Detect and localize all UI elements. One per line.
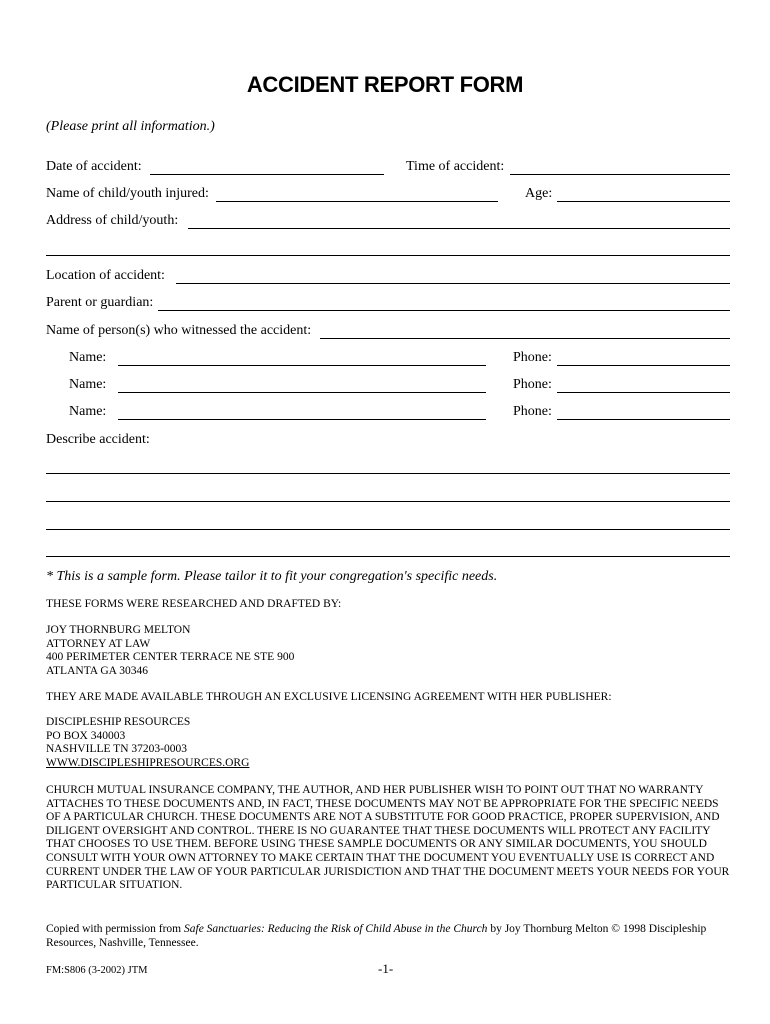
describe-field-line3[interactable] <box>46 529 730 530</box>
describe-field-line1[interactable] <box>46 473 730 474</box>
location-label: Location of accident: <box>46 268 165 283</box>
age-field[interactable] <box>557 201 730 202</box>
child-name-label: Name of child/youth injured: <box>46 186 209 201</box>
researched-heading: THESE FORMS WERE RESEARCHED AND DRAFTED BY: <box>46 598 342 610</box>
witness-2-name-label: Name: <box>69 377 107 392</box>
describe-field-line4[interactable] <box>46 556 730 557</box>
publisher-name: DISCIPLESHIP RESOURCES <box>46 716 191 728</box>
witness-1-phone-label: Phone: <box>513 350 552 365</box>
describe-label: Describe accident: <box>46 432 150 447</box>
form-code: FM:S806 (3-2002) JTM <box>46 965 148 976</box>
date-label: Date of accident: <box>46 159 142 174</box>
page-number: -1- <box>378 961 394 976</box>
page-title: ACCIDENT REPORT FORM <box>246 72 524 97</box>
witness-1-name-field[interactable] <box>118 365 486 366</box>
copyright-suffix: by Joy Thornburg Melton © 1998 Discipleship Resources, Nashville, Tennessee. <box>46 923 707 949</box>
address-label: Address of child/youth: <box>46 213 179 228</box>
disclaimer-text: CHURCH MUTUAL INSURANCE COMPANY, THE AUTHOR, AND HER PUBLISHER WISH TO POINT OUT THAT NO WARRANTY ATTACHES TO THESE DOCUMENTS AND, IN FACT, THESE DOCUMENTS MAY NOT BE APPROPRIATE FOR THE SPECIFIC NEEDS OF A PARTICULAR CHURCH. THESE DOCUMENTS ARE NOT A SUBSTITUTE FOR GOOD PRACTICE, PROPER SUPERVISION, AND DILIGENT OVERSIGHT AND CONTROL. THERE IS NO GUARANTEE THAT THESE DOCUMENTS WILL PROTECT ANY FACILITY THAT CHOOSES TO USE THEM. BEFORE USING THESE SAMPLE DOCUMENTS OR ANY SIMILAR DOCUMENTS, YOU SHOULD CONSULT WITH YOUR OWN ATTORNEY TO MAKE CERTAIN THAT THE DOCUMENT YOU EVENTUALLY USE IS CORRECT AND CURRENT UNDER THE LAW OF YOUR PARTICULAR JURISDICTION AND THAT THE DOCUMENT MEETS YOUR NEEDS FOR YOUR PARTICULAR SITUATION. <box>46 784 730 892</box>
describe-field-line2[interactable] <box>46 501 730 502</box>
book-title: Safe Sanctuaries: Reducing the Risk of Child Abuse in the Church <box>184 923 488 935</box>
publisher-address <box>46 716 249 770</box>
witness-2-phone-field[interactable] <box>557 392 730 393</box>
witness-1-phone-field[interactable] <box>557 365 730 366</box>
parent-label: Parent or guardian: <box>46 295 154 310</box>
witnesses-label: Name of person(s) who witnessed the accident: <box>46 323 312 338</box>
age-label: Age: <box>525 186 553 201</box>
sample-note: * This is a sample form. Please tailor it to fit your congregation's specific needs. <box>46 569 498 584</box>
witness-2-phone-label: Phone: <box>513 377 552 392</box>
witness-3-name-field[interactable] <box>118 419 486 420</box>
location-field[interactable] <box>176 283 730 284</box>
address-field-line1[interactable] <box>188 228 730 229</box>
witness-2-name-field[interactable] <box>118 392 486 393</box>
author-name: JOY THORNBURG MELTON <box>46 624 191 636</box>
time-label: Time of accident: <box>406 159 505 174</box>
witness-1-name-label: Name: <box>69 350 107 365</box>
child-name-field[interactable] <box>216 201 498 202</box>
author-city: ATLANTA GA 30346 <box>46 664 148 677</box>
copyright-notice <box>46 922 736 950</box>
address-field-line2[interactable] <box>46 255 730 256</box>
publisher-website-link[interactable]: WWW.DISCIPLESHIPRESOURCES.ORG <box>46 756 250 769</box>
instruction-text: (Please print all information.) <box>46 119 215 134</box>
date-field[interactable] <box>150 174 384 175</box>
time-field[interactable] <box>510 174 730 175</box>
witness-3-name-label: Name: <box>69 404 107 419</box>
author-street: 400 PERIMETER CENTER TERRACE NE STE 900 <box>46 651 295 663</box>
witness-3-phone-field[interactable] <box>557 419 730 420</box>
publisher-city: NASHVILLE TN 37203-0003 <box>46 743 187 755</box>
parent-field[interactable] <box>158 310 730 311</box>
licensing-heading: THEY ARE MADE AVAILABLE THROUGH AN EXCLUSIVE LICENSING AGREEMENT WITH HER PUBLISHER: <box>46 691 612 703</box>
copyright-prefix: Copied with permission from <box>46 923 184 935</box>
author-address <box>46 624 294 678</box>
publisher-pobox: PO BOX 340003 <box>46 729 126 742</box>
author-title: ATTORNEY AT LAW <box>46 637 151 650</box>
witnesses-field[interactable] <box>320 338 730 339</box>
witness-3-phone-label: Phone: <box>513 404 552 419</box>
